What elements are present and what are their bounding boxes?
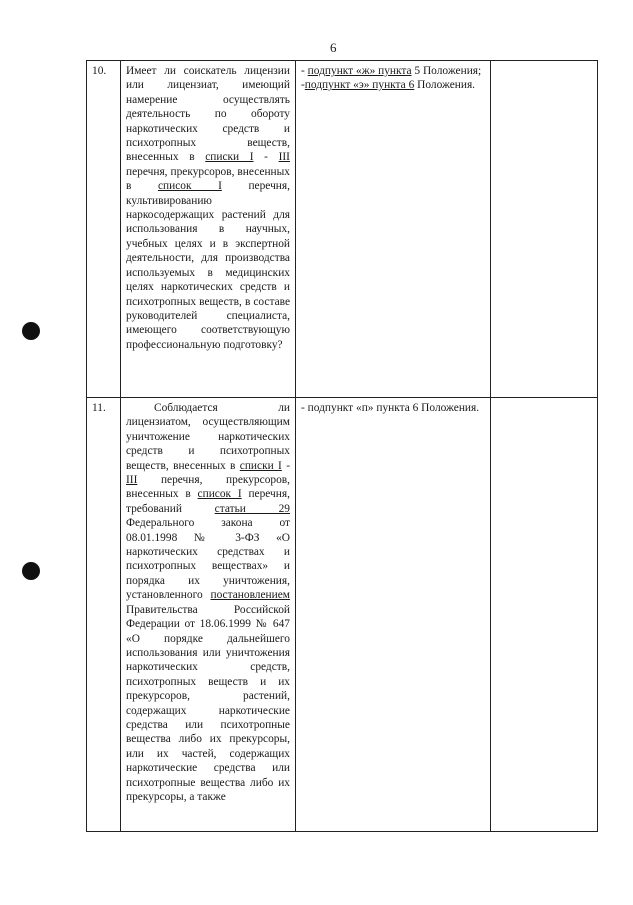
reference-prefix: - [301,65,308,77]
reference-item [301,401,485,415]
question-link[interactable]: список I [157,180,222,193]
table-row [87,398,598,832]
question-text: Правительства Российской Федерации от 18.06.1999 № 647 «О порядке дальнейшего использования или уничтожения наркотических средств, психотропных веществ и их прекурсоров, растений, содержащих наркотические средства или психотропные вещества либо их прекурсоры, или их частей, содержащих наркотические средства или психотропные вещества либо их прекурсоры, а также [126,603,290,803]
reference-text: подпункт «п» пункта 6 Положения. [307,402,480,414]
question-link[interactable]: списки I [205,151,254,164]
question-link[interactable]: III [278,151,290,164]
question-link[interactable]: III [126,474,138,487]
binder-hole [22,322,40,340]
reference-link[interactable]: подпункт «э» пункта 6 [304,79,415,92]
question-text: - [253,151,279,164]
reference-item [301,78,485,92]
reference-item [301,64,485,78]
question-text: Федерального закона от 08.01.1998 № 3-ФЗ «О наркотических средствах и психотропных веществах» и порядка их уничтожения, установленного [126,517,290,602]
requirements-table [86,60,598,832]
row-number-cell: 10. [87,61,121,398]
reference-cell [296,61,491,398]
question-text: Соблюдается ли лицензиатом, осуществляющим уничтожение наркотических средств и психотропных веществ, внесенных в [126,402,290,472]
question-text: перечня, прекурсоров, внесенных в [126,474,290,501]
binder-hole [22,562,40,580]
reference-prefix: - [301,402,308,414]
question-text: перечня, прекурсоров, внесенных в [126,165,290,193]
question-link[interactable]: список I [197,488,242,501]
question-link[interactable]: постановлением [210,589,290,602]
reference-prefix: - [301,79,305,92]
reference-cell [296,398,491,832]
question-text: - [281,459,290,472]
reference-text: 5 Положения; [411,65,482,77]
question-cell [121,61,296,398]
question-link[interactable]: статьи 29 [214,502,290,515]
question-text: перечня, требований [126,488,290,515]
question-link[interactable]: списки I [239,459,282,472]
question-text: перечня, культивированию наркосодержащих растений для использования в научных, учебных целях и в экспертной деятельности, для производства используемых в медицинских целях наркотических средств и психотропных веществ, в составе руководителей специалиста, имеющего соответствующую профессиональную подготовку? [126,180,290,351]
reference-text: Положения. [414,79,476,92]
question-cell [121,398,296,832]
table-row [87,61,598,398]
question-text: Имеет ли соискатель лицензии или лицензиат, имеющий намерение осуществлять деятельность по обороту наркотических средств и психотропных веществ, внесенных в [126,65,290,164]
page-number: 6 [330,40,337,55]
empty-cell [491,398,598,832]
reference-link[interactable]: подпункт «ж» пункта [307,65,412,77]
empty-cell [491,61,598,398]
row-number-cell: 11. [87,398,121,832]
